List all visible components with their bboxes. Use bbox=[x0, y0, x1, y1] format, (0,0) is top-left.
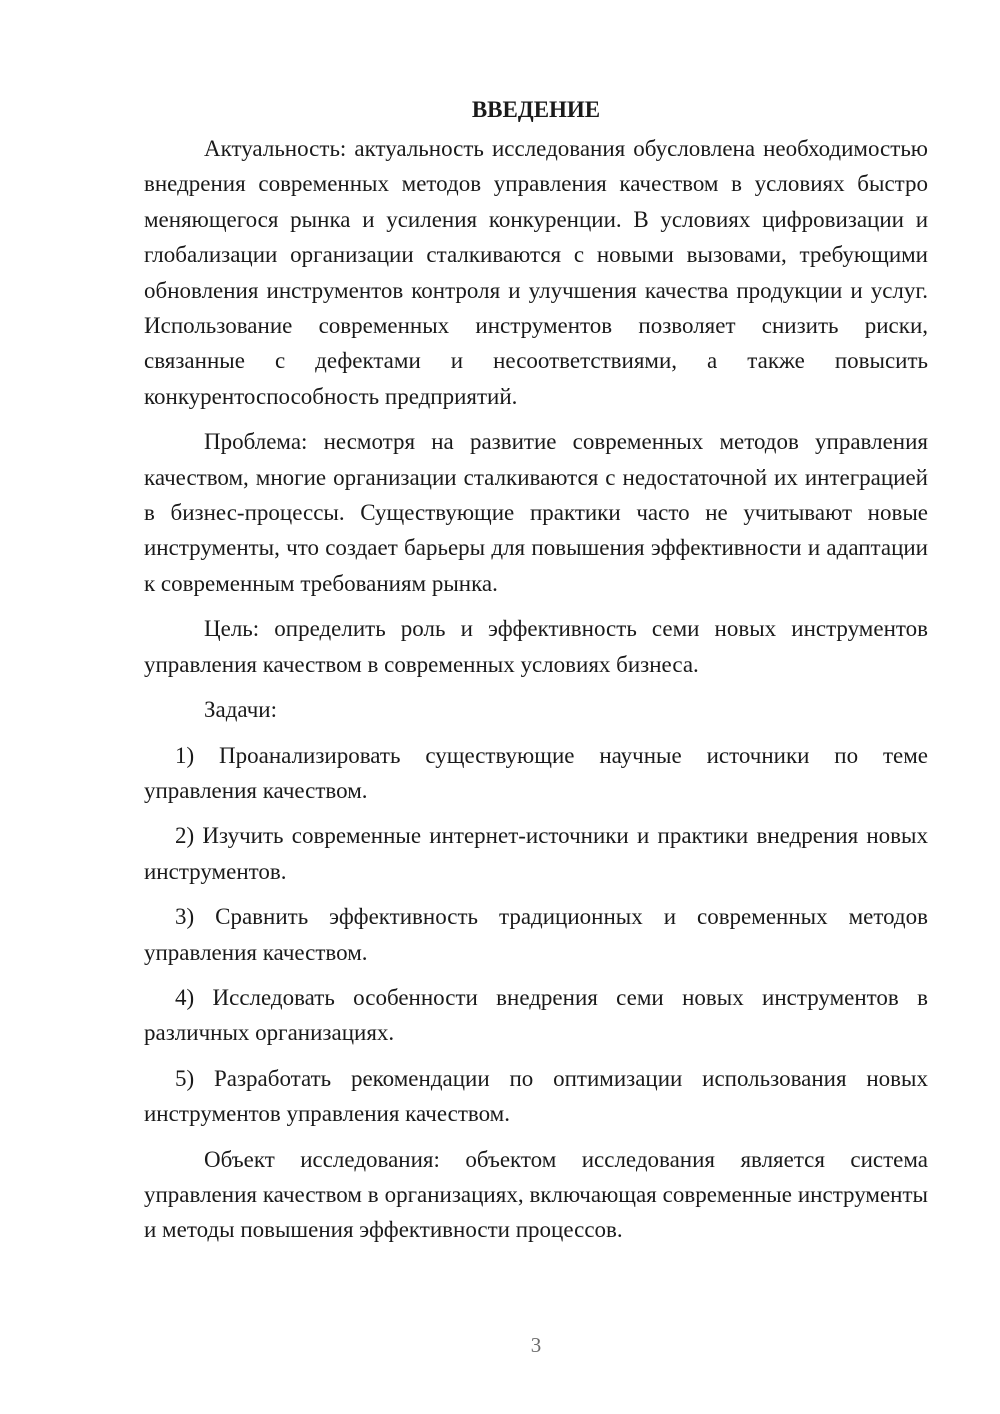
object-paragraph: Объект исследования: объектом исследования является система управления качеством в организациях, включающая современные инструменты и методы повышения эффективности процессов. bbox=[144, 1146, 928, 1243]
goal-paragraph: Цель: определить роль и эффективность семи новых инструментов управления качеством в современных условиях бизнеса. bbox=[144, 616, 928, 677]
task-item: 5) Разработать рекомендации по оптимизации использования новых инструментов управления качеством. bbox=[144, 1065, 928, 1127]
page-number: 3 bbox=[530, 1333, 542, 1357]
tasks-heading: Задачи: bbox=[204, 697, 277, 723]
problem-paragraph: Проблема: несмотря на развитие современных методов управления качеством, многие организации сталкиваются с недостаточной их интеграцией в бизнес-процессы. Существующие практики часто не учитывают новые инструменты, что создает барьеры для повышения эффективности и адаптации к современным требованиям рынка. bbox=[144, 429, 928, 596]
task-item: 4) Исследовать особенности внедрения семи новых инструментов в различных организациях. bbox=[144, 984, 928, 1046]
relevance-paragraph: Актуальность: актуальность исследования обусловлена необходимостью внедрения современных методов управления качеством в условиях быстро меняющегося рынка и усиления конкуренции. В условиях цифровизации и глобализации организации сталкиваются с новыми вызовами, требующими обновления инструментов контроля и улучшения качества продукции и услуг. Использование современных инструментов позволяет снизить риски, связанные с дефектами и несоответствиями, а также повысить конкурентоспособность предприятий. bbox=[144, 136, 928, 409]
task-item: 1) Проанализировать существующие научные источники по теме управления качеством. bbox=[144, 742, 928, 803]
task-item: 3) Сравнить эффективность традиционных и современных методов управления качеством. bbox=[144, 904, 928, 965]
task-item: 2) Изучить современные интернет-источники и практики внедрения новых инструментов. bbox=[144, 823, 928, 884]
page-title: ВВЕДЕНИЕ bbox=[471, 97, 601, 122]
document-body bbox=[144, 92, 928, 1258]
